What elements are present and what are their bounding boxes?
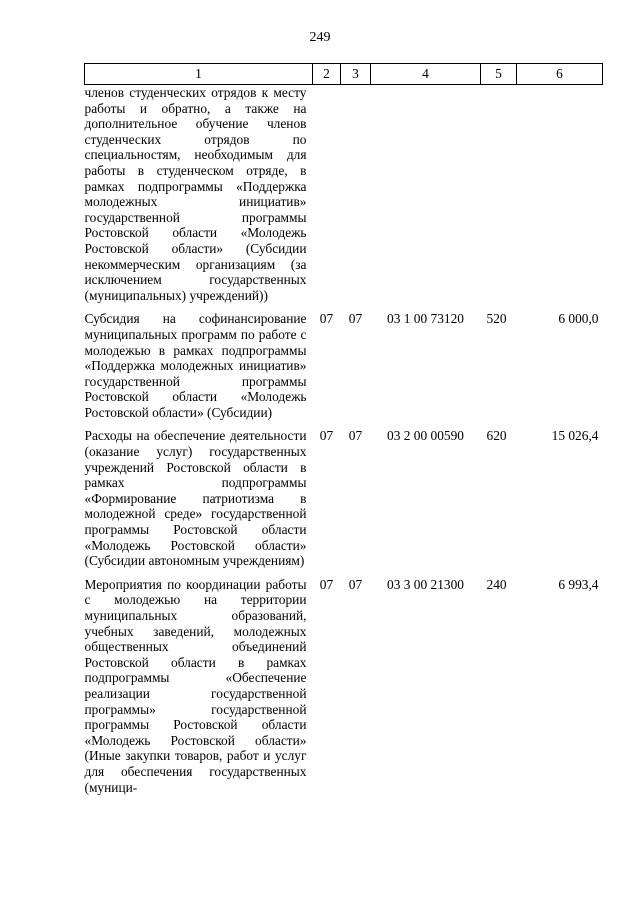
table-row: [85, 311, 603, 420]
row-section: 07: [319, 576, 334, 592]
row-subsection: 07: [348, 428, 363, 444]
row-amount: [517, 85, 603, 304]
row-expense-type: [481, 85, 517, 304]
row-description: Субсидия на софинансирование муниципальных программ по работе с молодежью в рамках подпрограммы «Поддержка молодежных инициатив» государственной программы Ростовской области «Молодежь Ростовской области» (Субсидии): [84, 311, 307, 420]
row-expense-type: 620: [486, 428, 507, 444]
row-expense-type: 240: [486, 576, 507, 592]
row-section: [313, 85, 341, 304]
header-row: [85, 64, 603, 85]
row-amount: 15 026,4: [551, 428, 599, 444]
page-number: 249: [309, 30, 331, 45]
table-row: [85, 85, 603, 304]
row-target-code: 03 1 00 73120: [387, 311, 464, 327]
row-amount: 6 993,4: [558, 576, 599, 592]
row-subsection: 07: [348, 576, 363, 592]
row-section: 07: [319, 428, 334, 444]
row-description: Мероприятия по координации работы с молодежью на территории муниципальных образований, учебных заведений, молодежных общественных объединений Ростовской области в рамках подпрограммы «Обеспечение реализации государственной программы» государственной программы Ростовской области «Молодежь Ростовской области» (Иные закупки товаров, работ и услуг для обеспечения государственных (муници-: [84, 576, 307, 795]
header-col-3: 3: [341, 64, 371, 85]
header-col-5: 5: [481, 64, 517, 85]
row-expense-type: 520: [486, 311, 507, 327]
row-subsection: [341, 85, 371, 304]
row-amount: 6 000,0: [558, 311, 599, 327]
row-target-code: [371, 85, 481, 304]
header-col-6: 6: [517, 64, 603, 85]
table-row: [85, 428, 603, 568]
row-description: членов студенческих отрядов к месту работы и обратно, а также на дополнительное обучение членов студенческих отрядов по специальностям, необходимым для работы в студенческом отряде, в рамках подпрограммы «Поддержка молодежных инициатив» государственной программы Ростовской области «Молодежь Ростовской области» (Субсидии некоммерческим организациям (за исключением государственных (муниципальных) учреждений)): [84, 85, 307, 303]
header-col-4: 4: [371, 64, 481, 85]
table-row: [85, 577, 603, 795]
budget-table: [84, 63, 603, 795]
row-target-code: 03 3 00 21300: [387, 576, 464, 592]
row-section: 07: [319, 311, 334, 327]
row-target-code: 03 2 00 00590: [387, 428, 464, 444]
header-col-1: 1: [85, 64, 313, 85]
row-description: Расходы на обеспечение деятельности (оказание услуг) государственных учреждений Ростовской области в рамках подпрограммы «Формирование патриотизма в молодежной среде» государственной программы Ростовской области «Молодежь Ростовской области» (Субсидии автономным учреждениям): [84, 428, 307, 569]
header-col-2: 2: [313, 64, 341, 85]
row-subsection: 07: [348, 311, 363, 327]
